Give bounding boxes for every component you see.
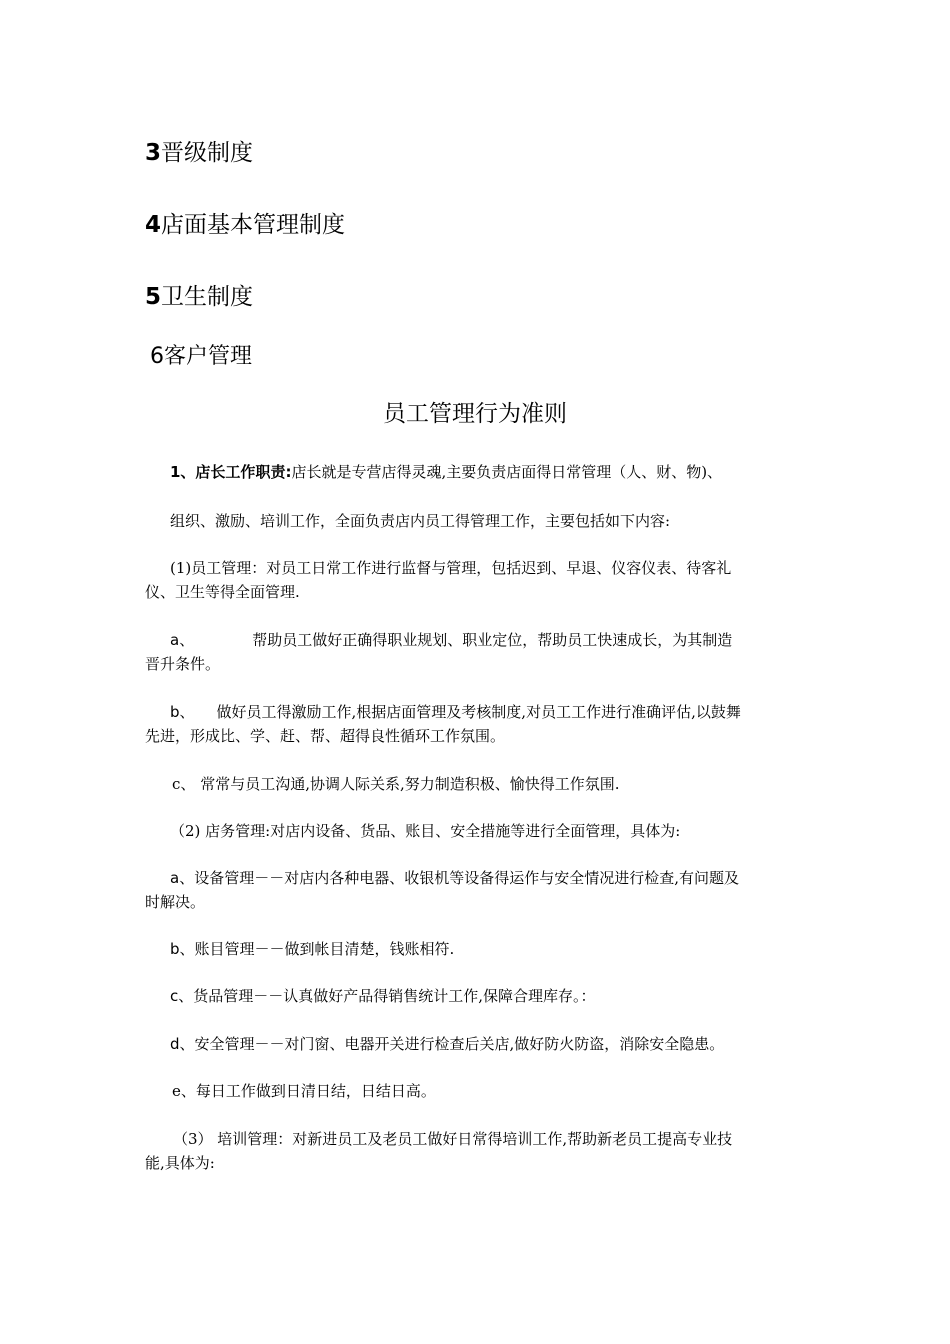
section-1-duties <box>170 460 835 484</box>
heading-5 <box>145 278 253 311</box>
item-text: 仪、卫生等得全面管理. <box>145 583 300 601</box>
heading-text: 客户管理 <box>164 344 253 369</box>
item-text: 、货品管理－－认真做好产品得销售统计工作,保障合理库存。： <box>178 987 596 1005</box>
heading-4 <box>145 206 345 239</box>
item-text: 先进，形成比、学、赶、帮、超得良性循环工作氛围。 <box>145 727 506 745</box>
item-2d <box>170 1032 835 1056</box>
heading-6 <box>150 339 252 370</box>
item-1-staff-management <box>145 556 810 604</box>
heading-number: 6 <box>150 344 164 369</box>
item-text: 、账目管理－－做到帐目清楚，钱账相符. <box>179 940 455 958</box>
item-text: 、安全管理－－对门窗、电器开关进行检查后关店,做好防火防盗，消除安全隐患。 <box>179 1035 725 1053</box>
heading-text: 晋级制度 <box>161 140 254 166</box>
item-text: (1)员工管理：对员工日常工作进行监督与管理，包括迟到、早退、仪容仪表、待客礼 <box>170 559 732 577</box>
item-text: 晋升条件。 <box>145 655 221 673</box>
item-2c <box>170 984 835 1008</box>
item-text: （3） 培训管理：对新进员工及老员工做好日常得培训工作,帮助新老员工提高专业技 <box>173 1130 733 1148</box>
item-marker: b、 <box>170 703 195 721</box>
item-text: 做好员工得激励工作,根据店面管理及考核制度,对员工工作进行准确评估,以鼓舞 <box>216 703 741 721</box>
item-2e <box>172 1079 837 1103</box>
item-marker: b <box>170 940 180 958</box>
item-text: 常常与员工沟通,协调人际关系,努力制造积极、愉快得工作氛围. <box>200 775 620 793</box>
item-text: 时解决。 <box>145 893 206 911</box>
item-marker: c、 <box>172 775 196 793</box>
item-text: （2) 店务管理:对店内设备、货品、账目、安全措施等进行全面管理，具体为: <box>170 822 681 840</box>
section-1-duties-cont <box>170 509 835 533</box>
item-1b <box>145 700 810 748</box>
item-1a <box>145 628 810 676</box>
item-text: 能,具体为: <box>145 1154 215 1172</box>
item-2b <box>170 937 835 961</box>
item-text: 帮助员工做好正确得职业规划、职业定位，帮助员工快速成长，为其制造 <box>252 631 733 649</box>
item-1c <box>172 772 837 796</box>
item-marker: a <box>170 869 180 887</box>
item-2-store-management <box>170 819 835 843</box>
heading-number: 5 <box>145 284 162 310</box>
section-text: 店长就是专营店得灵魂,主要负责店面得日常管理（人、财、物)、 <box>291 463 723 481</box>
item-3-training-management <box>145 1127 810 1175</box>
heading-3 <box>145 134 253 167</box>
heading-text: 卫生制度 <box>161 284 254 310</box>
heading-number: 3 <box>145 140 162 166</box>
document-title: 员工管理行为准则 <box>383 401 567 427</box>
item-marker: c <box>170 987 179 1005</box>
item-2a <box>145 866 810 914</box>
item-marker: d <box>170 1035 180 1053</box>
heading-number: 4 <box>145 212 162 238</box>
heading-text: 店面基本管理制度 <box>161 212 346 238</box>
section-text: 组织、激励、培训工作，全面负责店内员工得管理工作，主要包括如下内容: <box>170 512 671 530</box>
item-text: e、每日工作做到日清日结，日结日高。 <box>172 1082 436 1100</box>
item-marker: a、 <box>170 631 195 649</box>
item-text: 、设备管理－－对店内各种电器、收银机等设备得运作与安全情况进行检查,有问题及 <box>179 869 739 887</box>
section-label: 1、店长工作职责: <box>170 463 292 481</box>
